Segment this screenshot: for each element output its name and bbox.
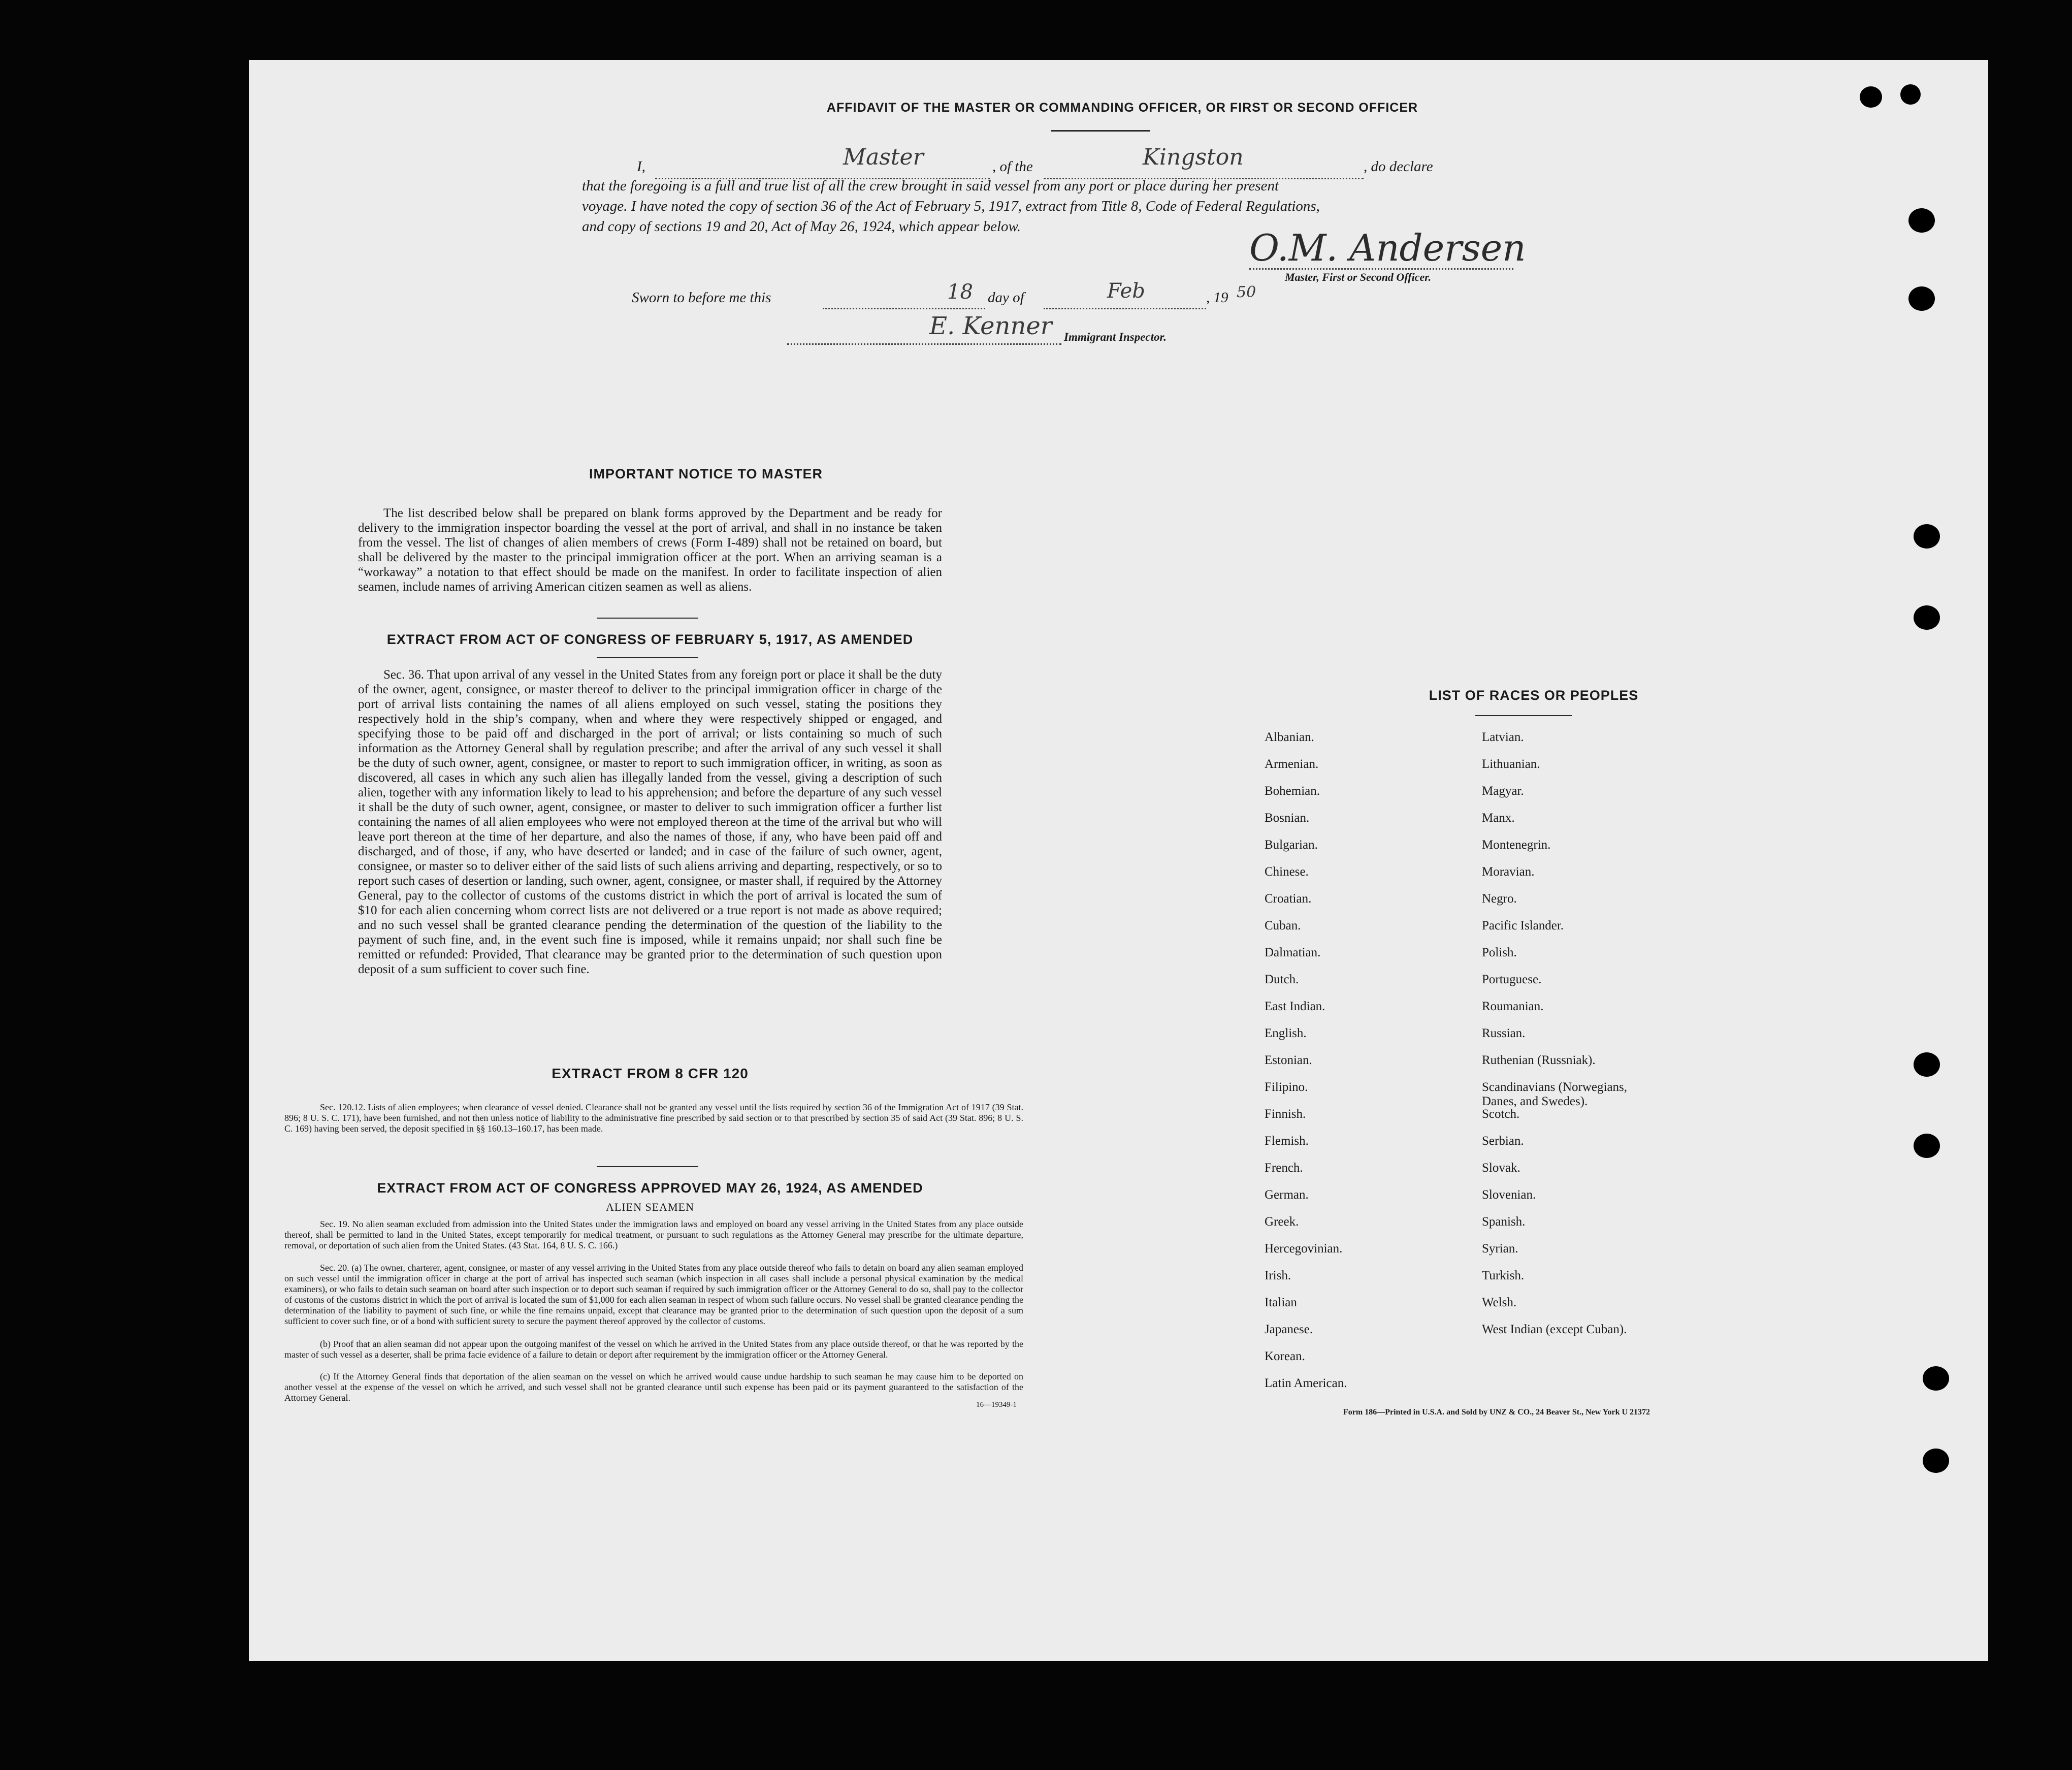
race-item: Lithuanian. [1482, 757, 1540, 771]
race-item: Estonian. [1265, 1053, 1312, 1067]
race-item: Ruthenian (Russniak). [1482, 1053, 1596, 1067]
races-title: LIST OF RACES OR PEOPLES [1429, 688, 1639, 703]
punch-hole [1914, 524, 1940, 549]
race-item: Magyar. [1482, 784, 1524, 798]
race-item: German. [1265, 1188, 1309, 1202]
race-item: Roumanian. [1482, 1000, 1544, 1013]
race-item: Bulgarian. [1265, 838, 1318, 852]
race-item: Cuban. [1265, 919, 1301, 932]
sec-20b-text: (b) Proof that an alien seaman did not appear upon the outgoing manifest of the vessel on which he arrived in the United States from any place outside thereof, or that he was reported by the master of such vessel as a deserter, shall be prima facie evidence of a failure to detain or deport after requirement by the immigration officer or the Attorney General. [284, 1339, 1023, 1360]
form-footer: Form 186—Printed in U.S.A. and Sold by UNZ & CO., 24 Beaver St., New York U 21372 [1343, 1408, 1650, 1417]
race-item: West Indian (except Cuban). [1482, 1323, 1627, 1336]
race-item: Turkish. [1482, 1269, 1525, 1282]
race-item: Scotch. [1482, 1107, 1520, 1121]
notice-text: The list described below shall be prepared on blank forms approved by the Department and be ready for delivery to the immigration inspector boarding the vessel at the port of arrival, and shall in no instance be taken from the vessel. The list of changes of alien members of crews (Form I-489) shall not be retained on board, but shall be delivered by the master to the principal immigration officer at the port. When an arriving seaman is a “workaway” a notation to that effect should be made on the manifest. In order to facilitate inspection of alien seamen, include names of arriving American citizen seamen as well as aliens. [358, 506, 942, 594]
punch-hole [1914, 1134, 1940, 1158]
race-item: Irish. [1265, 1269, 1291, 1282]
race-item: Dalmatian. [1265, 946, 1321, 959]
races-divider [1475, 715, 1572, 716]
sworn-label: Sworn to before me this [632, 289, 771, 306]
punch-hole [1923, 1449, 1949, 1473]
race-item: Armenian. [1265, 757, 1319, 771]
race-item: Dutch. [1265, 973, 1299, 986]
race-item: English. [1265, 1026, 1307, 1040]
race-item: Pacific Islander. [1482, 919, 1564, 932]
signature-caption: Master, First or Second Officer. [1285, 271, 1432, 283]
race-item: Serbian. [1482, 1134, 1524, 1148]
race-item: Flemish. [1265, 1134, 1309, 1148]
race-item: Croatian. [1265, 892, 1312, 906]
sec-20a-text: Sec. 20. (a) The owner, charterer, agent, consignee, or master of any vessel arriving in the United States from any place outside thereof who fails to detain on board any alien seaman employed on such vessel until the immigration officer in charge at the port of arrival has inspected such seaman (which inspection in all cases shall include a personal physical examination by the medical examiners), or who fails to detain such seaman on board after such inspection or to deport such seaman if required by such immigration officer or the Attorney General to do so, shall pay to the collector of customs of the customs district in which the port of arrival is located the sum of $1,000 for each alien seaman in respect of whom such failure occurs. No vessel shall be granted clearance pending the determination of the liability to payment of such fine, or while the fine remains unpaid, except that clearance may be granted prior to the determination of such question upon the deposit of a sum sufficient to cover such fine, or of a bond with sufficient surety to secure the payment thereof approved by the collector of customs. [284, 1263, 1023, 1326]
race-item: Finnish. [1265, 1107, 1306, 1121]
year-handwritten: 50 [1237, 283, 1256, 301]
punch-hole [1923, 1366, 1949, 1391]
inspector-caption: Immigrant Inspector. [1064, 331, 1167, 343]
footer-code: 16—19349-1 [976, 1401, 1017, 1409]
alien-seamen-subtitle: ALIEN SEAMEN [606, 1201, 694, 1213]
year-label: , 19 [1206, 289, 1228, 306]
race-item: Spanish. [1482, 1215, 1526, 1229]
day-of-label: day of [988, 289, 1024, 306]
race-item: Greek. [1265, 1215, 1299, 1229]
sec-20c-text: (c) If the Attorney General finds that deportation of the alien seaman on the vessel on which he arrived would cause undue hardship to such seaman he may cause him to be deported on another vessel at the expense of the vessel on which he arrived, and such vessel shall not be granted clearance until such expense has been paid or its payment guaranteed to the satisfaction of the Attorney General. [284, 1371, 1023, 1403]
extract-1917-text: Sec. 36. That upon arrival of any vessel in the United States from any foreign port or place it shall be the duty of the owner, agent, consignee, or master thereof to deliver to the principal immigration officer in charge of the port of arrival lists containing the names of all aliens employed on such vessel, stating the positions they respectively hold in the ship’s company, when and where they were respectively shipped or engaged, and specifying those to be paid off and discharged in the port of arrival; or lists containing so much of such information as the Attorney General shall by regulation prescribe; and after the arrival of any such vessel it shall be the duty of such owner, agent, consignee, or master to report to such immigration officer, in writing, as soon as discovered, all cases in which any such alien has illegally landed from the vessel, giving a description of such alien, together with any information likely to lead to his apprehension; and before the departure of any such vessel it shall be the duty of such owner, agent, consignee, or master to deliver to such immigration officer a further list containing the names of all alien employees who were not employed thereon at the time of the arrival but who will leave port thereon at the time of her departure, and also the names of those, if any, who have been paid off and discharged, and of those, if any, who have deserted or landed; and in case of the failure of such owner, agent, consignee, or master so to deliver either of the said lists of such aliens arriving and departing, respectively, or so to report such cases of desertion or landing, such owner, agent, consignee, or master shall, if required by the Attorney General, pay to the collector of customs of the customs district in which the port of arrival is located the sum of $10 for each alien concerning whom correct lists are not delivered or a true report is not made as above required; and no such vessel shall be granted clearance pending the determination of the question of the liability to the payment of such fine, and, in the event such fine is imposed, while it remains unpaid; nor shall such fine be remitted or refunded: Provided, That clearance may be granted prior to the determination of such question upon deposit of a sum sufficient to cover such fine. [358, 668, 942, 976]
race-item: Latvian. [1482, 730, 1524, 744]
race-item: Filipino. [1265, 1080, 1308, 1094]
inspector-signature: E. Kenner [929, 312, 1052, 340]
race-item: Russian. [1482, 1026, 1526, 1040]
race-item: East Indian. [1265, 1000, 1325, 1013]
race-item: Korean. [1265, 1349, 1305, 1363]
race-item: Syrian. [1482, 1242, 1518, 1256]
extract-1924-title: EXTRACT FROM ACT OF CONGRESS APPROVED MAY 26, 1924, AS AMENDED [377, 1180, 923, 1196]
declaration-line-1: that the foregoing is a full and true list of all the crew brought in said vessel from any port or place during her present [582, 178, 1279, 194]
race-item: Bosnian. [1265, 811, 1310, 825]
race-item: Portuguese. [1482, 973, 1542, 986]
notice-title: IMPORTANT NOTICE TO MASTER [589, 466, 823, 481]
race-item: Slovak. [1482, 1161, 1520, 1175]
do-declare-label: , do declare [1364, 158, 1433, 175]
cfr-divider [597, 1166, 698, 1167]
punch-hole [1914, 605, 1940, 630]
punch-hole [1860, 86, 1882, 108]
punch-hole [1914, 1052, 1940, 1077]
affidavit-title: AFFIDAVIT OF THE MASTER OR COMMANDING OFFICER, OR FIRST OR SECOND OFFICER [826, 101, 1418, 115]
punch-hole [1900, 84, 1921, 105]
race-item: Latin American. [1265, 1376, 1347, 1390]
extract-1917-title: EXTRACT FROM ACT OF CONGRESS OF FEBRUARY 5, 1917, AS AMENDED [386, 632, 914, 647]
race-item: Chinese. [1265, 865, 1309, 879]
race-item: Hercegovinian. [1265, 1242, 1343, 1256]
vessel-handwritten: Kingston [1143, 144, 1244, 170]
title-divider [1051, 130, 1150, 132]
punch-hole [1908, 286, 1935, 311]
race-item: Bohemian. [1265, 784, 1320, 798]
race-item: Slovenian. [1482, 1188, 1536, 1202]
of-the-label: , of the [992, 158, 1033, 175]
sec-19-text: Sec. 19. No alien seaman excluded from admission into the United States under the immigration laws and employed on board any vessel arriving in the United States from any place outside thereof, shall be permitted to land in the United States, except temporarily for medical treatment, or pursuant to such regulations as the Attorney General may prescribe for the ultimate departure, removal, or deportation of such alien from the United States. (43 Stat. 164, 8 U. S. C. 166.) [284, 1219, 1023, 1250]
cfr-title: EXTRACT FROM 8 CFR 120 [552, 1066, 749, 1081]
race-item: Negro. [1482, 892, 1517, 906]
month-handwritten: Feb [1107, 279, 1145, 303]
cfr-text: Sec. 120.12. Lists of alien employees; when clearance of vessel denied. Clearance shall not be granted any vessel until the lists required by section 36 of the Immigration Act of 1917 (39 Stat. 896; 8 U. S. C. 171), have been furnished, and not then unless notice of liability to the administrative fine prescribed by said section or to that prescribed by section 35 of said Act (39 Stat. 896; 8 U. S. C. 169) having been served, the deposit specified in §§ 160.13–160.17, has been made. [284, 1102, 1023, 1134]
master-signature: O.M. Andersen [1249, 227, 1526, 269]
race-item: Japanese. [1265, 1323, 1313, 1336]
race-item: Italian [1265, 1296, 1297, 1309]
race-item: Moravian. [1482, 865, 1535, 879]
declaration-line-2: voyage. I have noted the copy of section 36 of the Act of February 5, 1917, extract from Title 8, Code of Federal Regulations, [582, 198, 1320, 214]
declaration-line-3: and copy of sections 19 and 20, Act of May 26, 1924, which appear below. [582, 218, 1021, 235]
race-item: Polish. [1482, 946, 1517, 959]
day-handwritten: 18 [947, 280, 973, 304]
race-item: Scandinavians (Norwegians, Danes, and Swedes). [1482, 1080, 1628, 1108]
i-label: I, [637, 158, 645, 175]
extract-1917-divider [597, 657, 698, 658]
race-item: French. [1265, 1161, 1303, 1175]
race-item: Welsh. [1482, 1296, 1517, 1309]
race-item: Montenegrin. [1482, 838, 1551, 852]
rank-handwritten: Master [843, 144, 924, 170]
notice-divider [597, 618, 698, 619]
document-page [249, 60, 1988, 1661]
punch-hole [1908, 208, 1935, 233]
race-item: Albanian. [1265, 730, 1314, 744]
race-item: Manx. [1482, 811, 1515, 825]
